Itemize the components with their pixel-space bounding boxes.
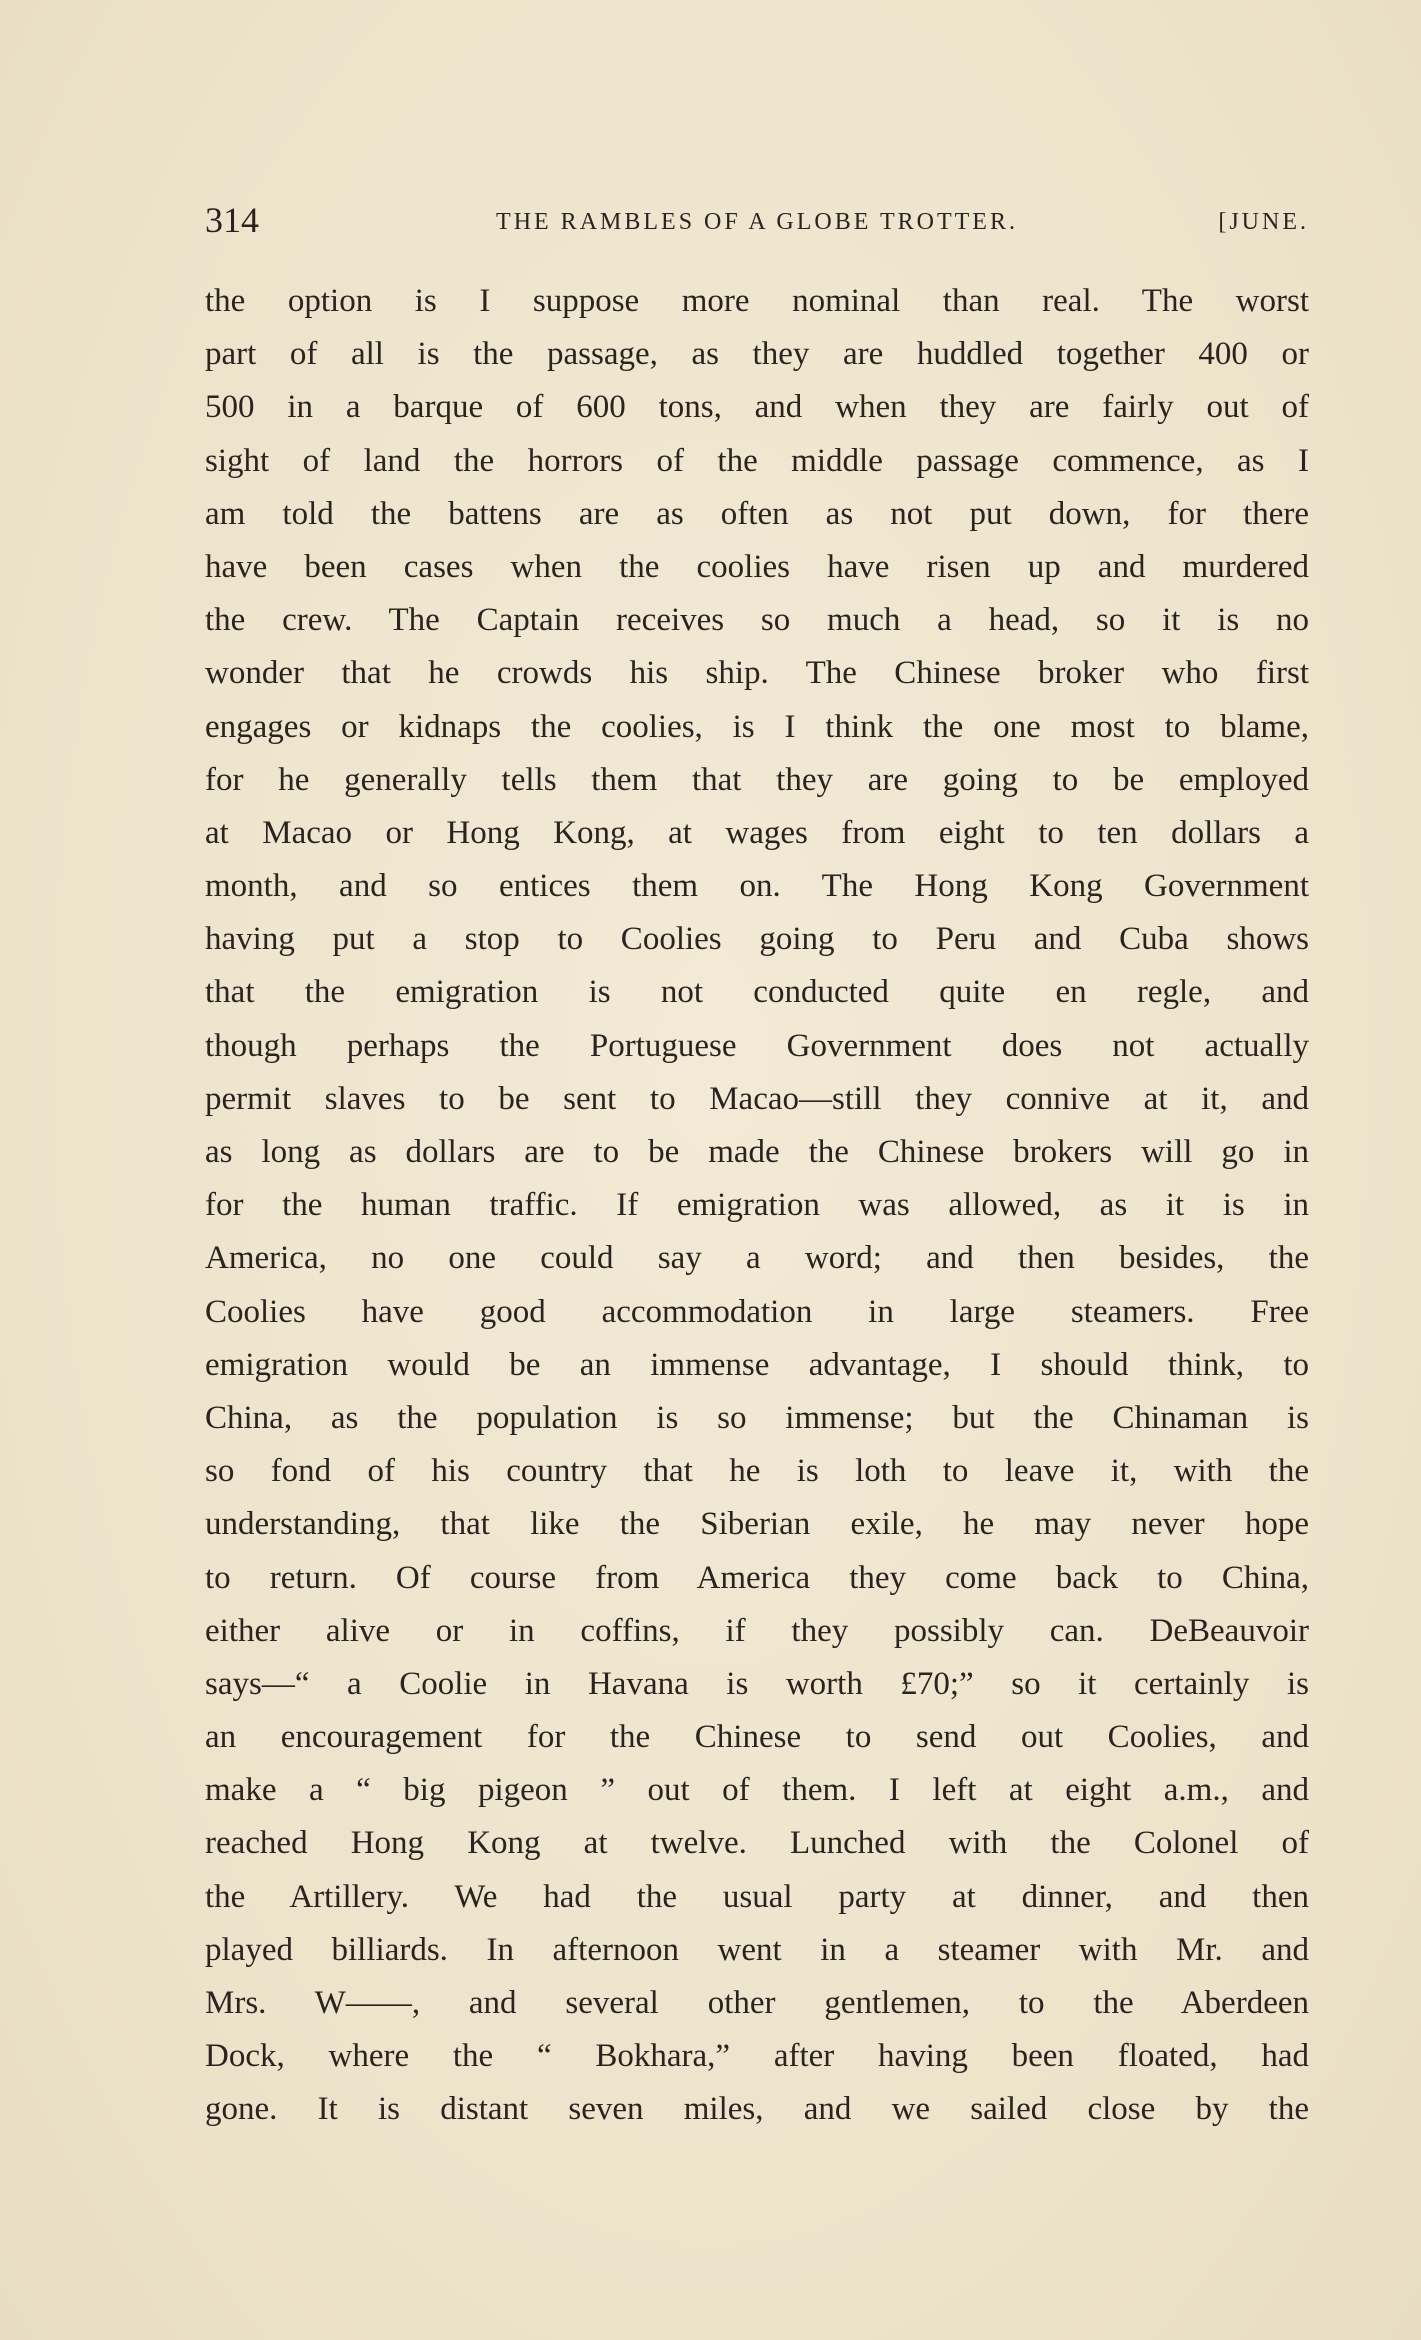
text-line: understanding, that like the Siberian exile, he may never hope (205, 1506, 1309, 1543)
page-number: 314 (205, 200, 259, 240)
text-line: gone. It is distant seven miles, and we sailed close by the (205, 2091, 1309, 2128)
text-line: China, as the population is so immense; but the Chinaman is (205, 1399, 1309, 1436)
text-line: for he generally tells them that they are going to be employed (205, 761, 1309, 798)
text-line: at Macao or Hong Kong, at wages from eight to ten dollars a (205, 814, 1309, 851)
text-line: the crew. The Captain receives so much a head, so it is no (205, 602, 1309, 639)
text-line: part of all is the passage, as they are huddled together 400 or (205, 336, 1309, 373)
text-line: either alive or in coffins, if they possibly can. DeBeauvoir (205, 1612, 1309, 1649)
text-line: that the emigration is not conducted quite en regle, and (205, 974, 1309, 1011)
running-header (205, 196, 1309, 244)
text-line: having put a stop to Coolies going to Peru and Cuba shows (205, 921, 1309, 958)
text-line: so fond of his country that he is loth to leave it, with the (205, 1453, 1309, 1490)
text-line: have been cases when the coolies have risen up and murdered (205, 548, 1309, 585)
text-line: for the human traffic. If emigration was allowed, as it is in (205, 1187, 1309, 1224)
running-title: THE RAMBLES OF A GLOBE TROTTER. (496, 209, 1018, 235)
text-line: reached Hong Kong at twelve. Lunched with the Colonel of (205, 1825, 1309, 1862)
text-line: says—“ a Coolie in Havana is worth £70;” so it certainly is (205, 1665, 1309, 1702)
text-line: emigration would be an immense advantage, I should think, to (205, 1346, 1309, 1383)
text-line: month, and so entices them on. The Hong Kong Government (205, 868, 1309, 905)
text-line: 500 in a barque of 600 tons, and when they are fairly out of (205, 389, 1309, 426)
text-line: Coolies have good accommodation in large steamers. Free (205, 1293, 1309, 1330)
text-line: wonder that he crowds his ship. The Chinese broker who first (205, 655, 1309, 692)
text-line: though perhaps the Portuguese Government does not actually (205, 1027, 1309, 1064)
text-line: America, no one could say a word; and then besides, the (205, 1240, 1309, 1277)
text-line: permit slaves to be sent to Macao—still they connive at it, and (205, 1080, 1309, 1117)
body-text (205, 275, 1309, 2137)
text-line: make a “ big pigeon ” out of them. I left at eight a.m., and (205, 1772, 1309, 1809)
text-line: as long as dollars are to be made the Chinese brokers will go in (205, 1134, 1309, 1170)
text-line: Dock, where the “ Bokhara,” after having been floated, had (205, 2038, 1309, 2075)
text-line: the option is I suppose more nominal than real. The worst (205, 283, 1309, 319)
text-line: played billiards. In afternoon went in a steamer with Mr. and (205, 1931, 1309, 1968)
running-section: [JUNE. (1218, 209, 1309, 235)
text-line: sight of land the horrors of the middle passage commence, as I (205, 442, 1309, 479)
text-line: Mrs. W——, and several other gentlemen, to the Aberdeen (205, 1985, 1309, 2021)
text-line: to return. Of course from America they come back to China, (205, 1559, 1309, 1596)
text-line: an encouragement for the Chinese to send out Coolies, and (205, 1719, 1309, 1756)
text-line: am told the battens are as often as not put down, for there (205, 495, 1309, 532)
text-line: the Artillery. We had the usual party at dinner, and then (205, 1878, 1309, 1915)
text-line: engages or kidnaps the coolies, is I think the one most to blame, (205, 708, 1309, 745)
